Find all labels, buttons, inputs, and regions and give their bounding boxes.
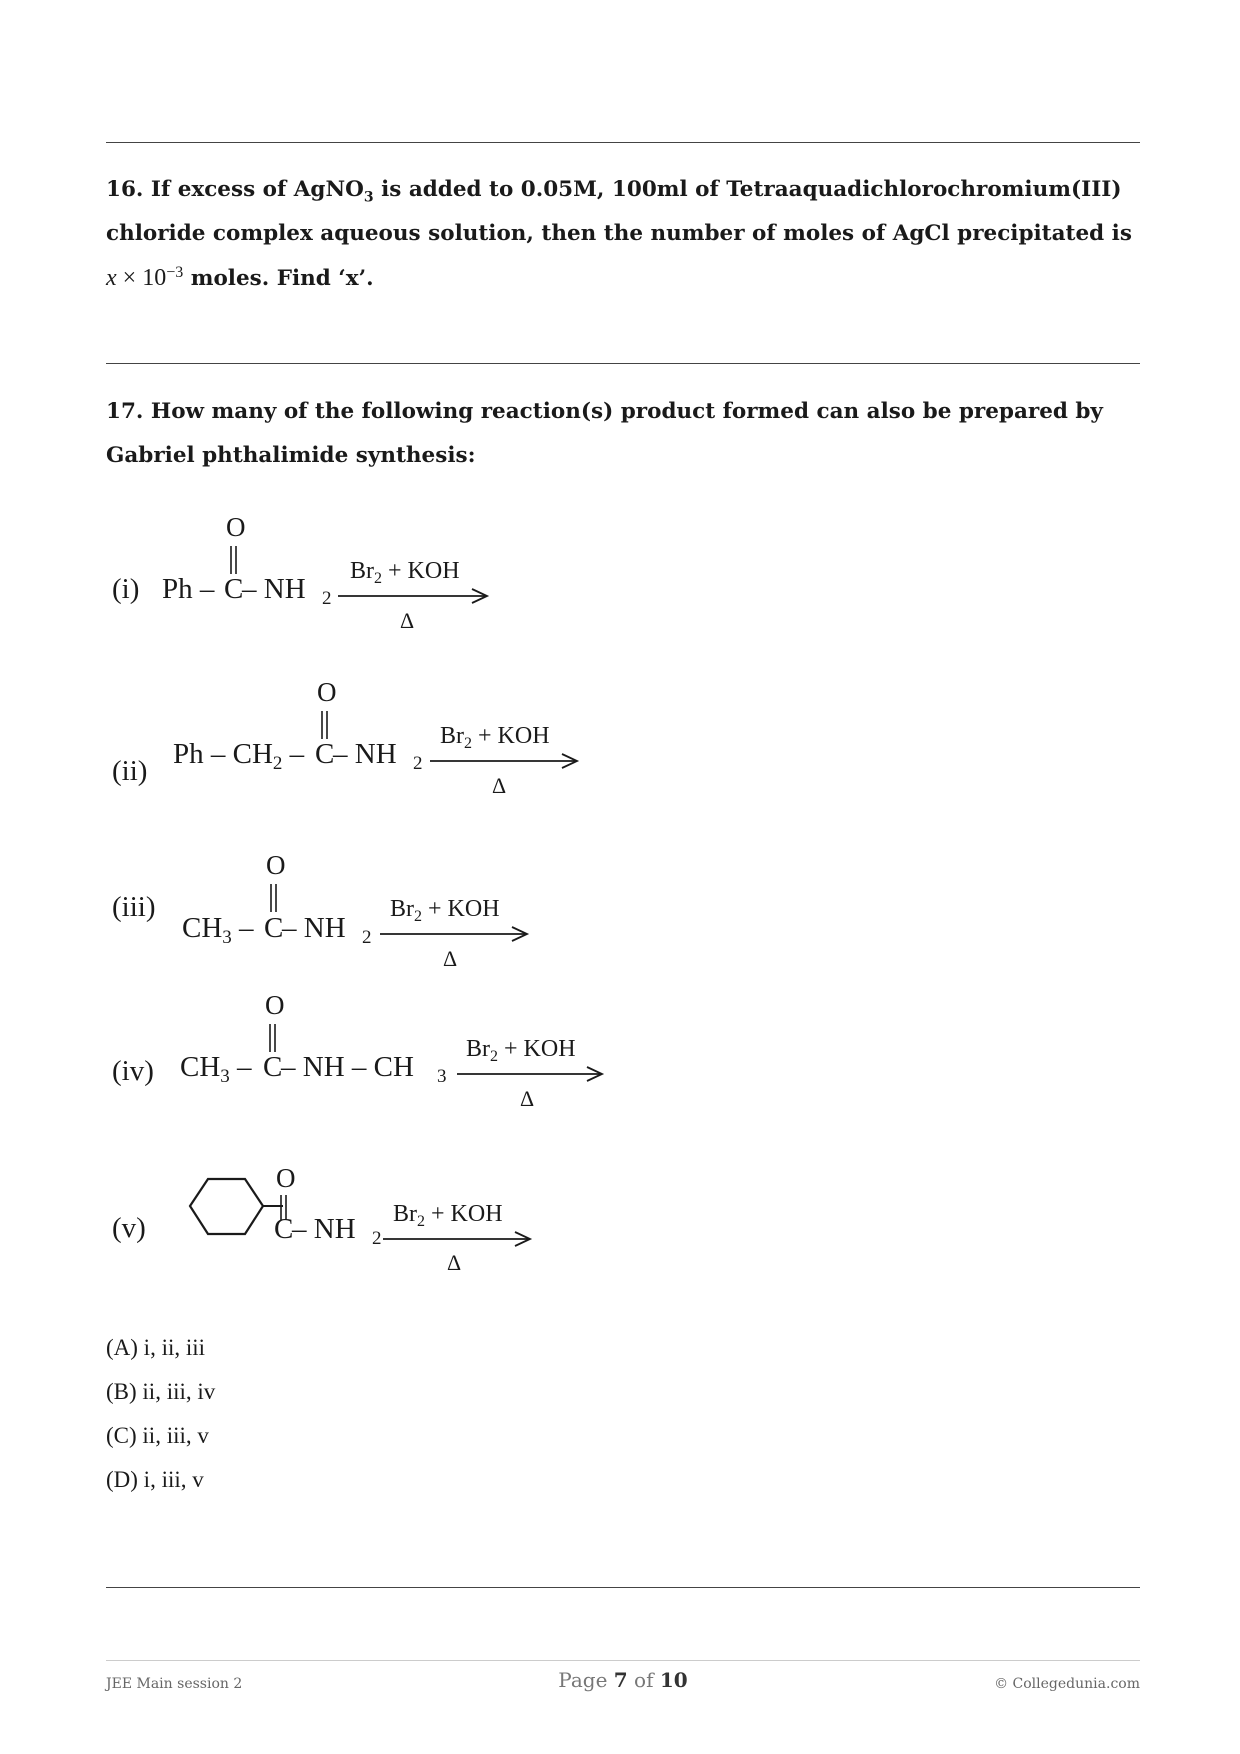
reaction-2-reagent: $Br_2$ + KOH <box>440 723 550 752</box>
reaction-4-carbon: C <box>263 1051 283 1083</box>
question-16-math-x: x <box>106 265 117 291</box>
bottom-rule <box>106 1587 1140 1588</box>
reaction-1-label: (i) <box>112 573 140 605</box>
reaction-4-oxygen: O <box>265 990 285 1020</box>
reaction-4-reagent: $Br_2$ + KOH <box>466 1036 576 1065</box>
reaction-2-label: (ii) <box>112 755 148 787</box>
reaction-5-carbon: C <box>274 1213 294 1245</box>
reaction-1-reagent: $Br_2$ + KOH <box>350 558 460 587</box>
reaction-3-left: $CH_3$ – <box>182 912 254 948</box>
question-16-math-times: × 10 <box>116 265 167 291</box>
reaction-1-condition: Δ <box>400 608 415 633</box>
reaction-3-structure <box>100 838 580 968</box>
reaction-3-reagent: $Br_2$ + KOH <box>390 896 500 925</box>
reaction-1-carbon: C <box>224 573 244 605</box>
reaction-2-structure <box>100 668 620 798</box>
reaction-4-right: – NH – CH <box>281 1051 414 1083</box>
option-b: (B) ii, iii, iv <box>106 1379 216 1404</box>
footer-page-current: 7 <box>613 1668 628 1692</box>
footer-rule <box>106 1660 1140 1661</box>
reaction-5-reagent: $Br_2$ + KOH <box>393 1201 503 1230</box>
reaction-2-carbon: C <box>315 738 335 770</box>
question-16-math-exponent: −3 <box>166 263 184 281</box>
reaction-2-right-sub: 2 <box>413 753 423 774</box>
reaction-5-oxygen: O <box>276 1163 296 1193</box>
footer-page-word: Page <box>558 1668 614 1692</box>
reaction-5-structure <box>100 1150 580 1280</box>
reaction-1-right: – NH <box>242 573 306 605</box>
page-footer <box>106 1668 1140 1700</box>
reaction-1-left: Ph – <box>162 573 215 605</box>
footer-page-total: 10 <box>659 1668 688 1692</box>
reaction-2-right: – NH <box>333 738 397 770</box>
reaction-2-oxygen: O <box>317 677 337 707</box>
reaction-3-right-sub: 2 <box>362 927 372 948</box>
reaction-4-condition: Δ <box>520 1086 535 1110</box>
question-16-text-part2: is added to 0.05M, 100ml of Tetraaquadichlorochromium(III) chloride complex aqueous solution, then the number of moles of AgCl precipitated is <box>106 177 1132 246</box>
top-rule <box>106 142 1140 143</box>
reaction-5-right: – NH <box>292 1213 356 1245</box>
question-17 <box>106 390 1146 478</box>
reaction-3 <box>100 838 580 976</box>
reaction-1-right-sub: 2 <box>322 588 332 609</box>
footer-exam-name: JEE Main session 2 <box>106 1676 243 1692</box>
reaction-3-condition: Δ <box>443 946 458 968</box>
option-d: (D) i, iii, v <box>106 1467 204 1492</box>
footer-page-of: of <box>627 1668 660 1692</box>
reaction-3-label: (iii) <box>112 891 156 923</box>
reaction-4-left: $CH_3$ – <box>180 1051 252 1087</box>
section-rule <box>106 363 1140 364</box>
question-16 <box>106 168 1146 301</box>
reaction-2 <box>100 668 620 806</box>
question-16-number: 16. <box>106 177 144 202</box>
reaction-4-label: (iv) <box>112 1055 154 1087</box>
cyclohexane-ring-icon <box>190 1179 263 1234</box>
reaction-2-left: Ph – $CH_2$ – <box>173 738 305 774</box>
reaction-5-condition: Δ <box>447 1250 462 1275</box>
reaction-5 <box>100 1150 580 1288</box>
question-16-subscript: 3 <box>363 189 374 206</box>
reaction-4-right-sub: 3 <box>437 1066 447 1087</box>
question-16-text-part1: If excess of AgNO <box>150 177 364 202</box>
reaction-4-structure <box>100 980 640 1110</box>
reaction-1 <box>100 510 520 648</box>
question-16-text-part3: moles. Find ‘x’. <box>183 266 374 291</box>
reaction-3-oxygen: O <box>266 850 286 880</box>
option-a: (A) i, ii, iii <box>106 1335 206 1360</box>
option-c: (C) ii, iii, v <box>106 1423 209 1448</box>
reaction-1-structure <box>100 510 520 640</box>
question-17-number: 17. <box>106 399 144 424</box>
reaction-5-right-sub: 2 <box>372 1228 382 1249</box>
question-17-text: How many of the following reaction(s) product formed can also be prepared by Gabriel phthalimide synthesis: <box>106 399 1103 468</box>
reaction-1-oxygen: O <box>226 512 246 542</box>
reaction-3-carbon: C <box>264 912 284 944</box>
reaction-3-right: – NH <box>282 912 346 944</box>
footer-page-number <box>106 1668 1140 1692</box>
footer-copyright: © Collegedunia.com <box>994 1676 1140 1692</box>
reaction-2-condition: Δ <box>492 773 507 798</box>
reaction-5-label: (v) <box>112 1212 146 1244</box>
reaction-4 <box>100 980 640 1118</box>
